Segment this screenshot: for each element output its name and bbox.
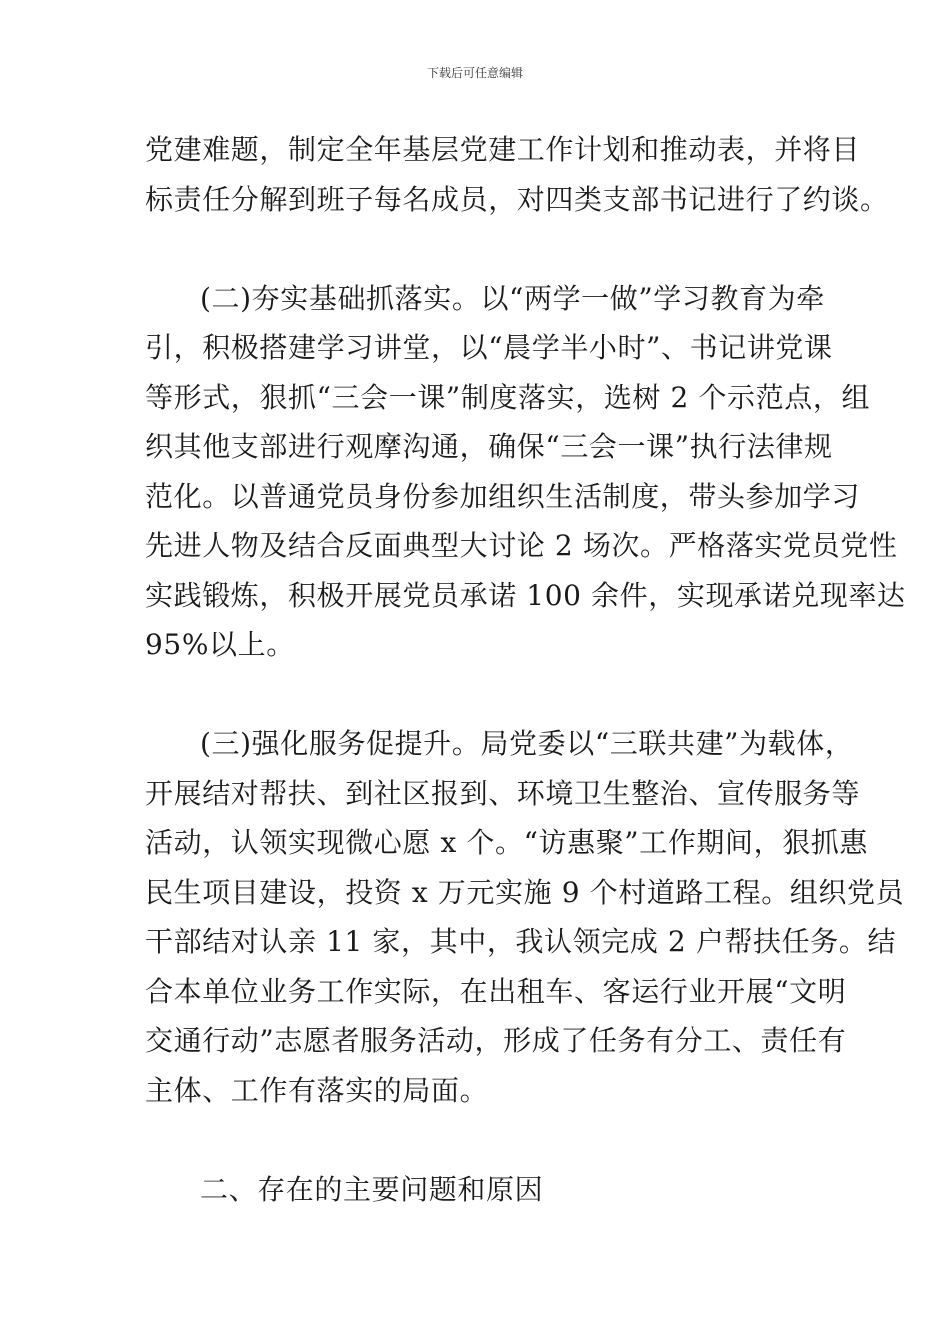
paragraph-spacer — [145, 224, 810, 274]
text-line: 合本单位业务工作实际，在出租车、客运行业开展“文明 — [145, 974, 847, 1008]
text-line: 95%以上。 — [145, 628, 295, 661]
section-heading — [145, 1165, 810, 1215]
text-line: (三)强化服务促提升。局党委以“三联共建”为载体， — [200, 727, 854, 760]
paragraph-2 — [145, 274, 906, 670]
text-line: 开展结对帮扶、到社区报到、环境卫生整治、宣传服务等 — [145, 776, 861, 810]
paragraph-spacer — [145, 670, 810, 720]
page-header: 下载后可任意编辑 — [426, 66, 523, 80]
text-line: 织其他支部进行观摩沟通，确保“三会一课”执行法律规 — [145, 430, 833, 463]
text-line: 交通行动”志愿者服务活动，形成了任务有分工、责任有 — [145, 1024, 847, 1057]
paragraph-spacer — [145, 1115, 810, 1165]
text-line: 主体、工作有落实的局面。 — [145, 1073, 489, 1107]
paragraph-3 — [145, 719, 905, 1115]
text-line: 范化。以普通党员身份参加组织生活制度，带头参加学习 — [145, 479, 861, 513]
text-line: 党建难题，制定全年基层党建工作计划和推动表，并将目 — [145, 133, 861, 166]
heading-line: 二、存在的主要问题和原因 — [200, 1172, 544, 1206]
text-line: 等形式，狠抓“三会一课”制度落实，选树 2 个示范点，组 — [145, 380, 871, 414]
text-line: 民生项目建设，投资 x 万元实施 9 个村道路工程。组织党员 — [145, 875, 905, 909]
text-line: 干部结对认亲 11 家，其中，我认领完成 2 户帮扶任务。结 — [145, 925, 897, 958]
paragraph-1 — [145, 125, 889, 224]
text-line: 实践锻炼，积极开展党员承诺 100 余件，实现承诺兑现率达 — [145, 578, 906, 612]
text-line: 活动，认领实现微心愿 x 个。“访惠聚”工作期间，狠抓惠 — [145, 826, 869, 859]
text-line: 引，积极搭建学习讲堂，以“晨学半小时”、书记讲党课 — [145, 331, 833, 364]
text-line: 标责任分解到班子每名成员，对四类支部书记进行了约谈。 — [145, 182, 889, 216]
text-line: 先进人物及结合反面典型大讨论 2 场次。严格落实党员党性 — [145, 529, 898, 562]
document-body — [145, 125, 906, 1214]
text-line: (二)夯实基础抓落实。以“两学一做”学习教育为牵 — [200, 281, 825, 315]
